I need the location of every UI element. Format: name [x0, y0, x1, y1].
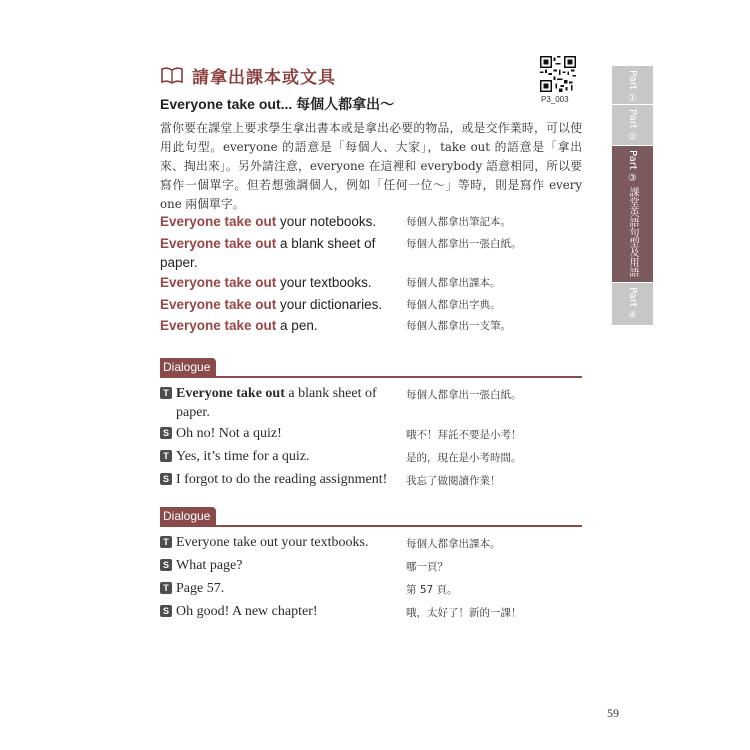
- dialogue-block-1: [160, 358, 582, 493]
- pattern-rest: a blank sheet of paper.: [160, 235, 376, 270]
- student-badge: S: [160, 559, 172, 571]
- tab-part-1[interactable]: Part ①: [612, 66, 653, 104]
- page-number: 59: [607, 706, 619, 720]
- book-icon: [160, 66, 184, 86]
- tab-part-3[interactable]: Part ③ 課堂英語句型及用語: [612, 146, 653, 282]
- dialogue-row: T Everyone take out your textbooks. 每個人都拿出課本。: [160, 533, 582, 554]
- pattern-keyword: Everyone take out: [160, 214, 277, 229]
- dialogue-translation: 哦，太好了！新的一課！: [406, 607, 522, 619]
- qr-code[interactable]: [540, 56, 576, 92]
- pattern-subtitle: Everyone take out... 每個人都拿出～: [160, 96, 395, 112]
- dialogue-row: S Oh good! A new chapter! 哦，太好了！新的一課！: [160, 602, 582, 623]
- pattern-rest: your dictionaries.: [276, 296, 383, 312]
- dialogue-divider: [160, 376, 582, 378]
- pattern-row: [160, 212, 580, 232]
- part-tabs: [612, 66, 653, 325]
- intro-paragraph: 當你要在課堂上要求學生拿出書本或是拿出必要的物品，或是交作業時，可以使用此句型。everyone 的語意是「每個人、大家」，take out 的語意是「拿出來、掏出來」。另外請注意，everyone 在這裡和 everybody 語意相同，所以要寫作一個單字。但若想強調個人，例如「任何一位～」等時，則是寫作 every one 兩個單字。: [160, 121, 582, 211]
- dialogue-label: Dialogue: [160, 507, 216, 525]
- pattern-list: [160, 212, 580, 338]
- dialogue-block-2: [160, 507, 582, 625]
- teacher-badge: T: [160, 387, 172, 399]
- dialogue-row: T Yes, it’s time for a quiz. 是的，現在是小考時間。: [160, 447, 582, 468]
- pattern-row: [160, 316, 580, 336]
- dialogue-row: S Oh no! Not a quiz! 哦不！拜託不要是小考！: [160, 424, 582, 445]
- tab-part-2[interactable]: Part ②: [612, 105, 653, 145]
- pattern-row: [160, 273, 580, 293]
- dialogue-translation: 哦不！拜託不要是小考！: [406, 429, 522, 441]
- pattern-row: [160, 234, 580, 272]
- pattern-translation: 每個人都拿出一支筆。: [406, 320, 511, 332]
- dialogue-label: Dialogue: [160, 358, 216, 376]
- pattern-translation: 每個人都拿出筆記本。: [406, 216, 511, 228]
- dialogue-translation: 哪一頁？: [406, 561, 448, 573]
- dialogue-divider: [160, 525, 582, 527]
- pattern-rest: a pen.: [276, 318, 318, 333]
- pattern-keyword: Everyone take out: [160, 275, 277, 290]
- dialogue-translation: 第 57 頁。: [406, 584, 458, 596]
- dialogue-row: S I forgot to do the reading assignment! 我忘了做閱讀作業！: [160, 470, 582, 491]
- dialogue-row: T Page 57. 第 57 頁。: [160, 579, 582, 600]
- student-badge: S: [160, 427, 172, 439]
- student-badge: S: [160, 605, 172, 617]
- pattern-rest: your textbooks.: [276, 275, 372, 290]
- tab-part-4[interactable]: Part ④: [612, 283, 653, 325]
- pattern-translation: 每個人都拿出一張白紙。: [406, 237, 522, 250]
- dialogue-translation: 每個人都拿出課本。: [406, 538, 501, 550]
- dialogue-row: T Everyone take out a blank sheet of paper. 每個人都拿出一張白紙。: [160, 384, 582, 422]
- dialogue-row: S What page? 哪一頁？: [160, 556, 582, 577]
- teacher-badge: T: [160, 536, 172, 548]
- pattern-keyword: Everyone take out: [160, 235, 277, 251]
- pattern-rest: your notebooks.: [276, 214, 377, 229]
- section-header: [160, 63, 336, 88]
- pattern-keyword: Everyone take out: [160, 318, 277, 333]
- dialogue-translation: 我忘了做閱讀作業！: [406, 475, 501, 487]
- pattern-row: [160, 295, 580, 315]
- pattern-keyword: Everyone take out: [160, 296, 277, 312]
- section-title: 請拿出課本或文具: [192, 68, 336, 88]
- teacher-badge: T: [160, 450, 172, 462]
- qr-caption: P3_003: [541, 95, 569, 104]
- pattern-translation: 每個人都拿出字典。: [406, 298, 501, 311]
- teacher-badge: T: [160, 582, 172, 594]
- student-badge: S: [160, 473, 172, 485]
- dialogue-translation: 是的，現在是小考時間。: [406, 452, 522, 464]
- pattern-translation: 每個人都拿出課本。: [406, 277, 501, 289]
- dialogue-translation: 每個人都拿出一張白紙。: [406, 389, 522, 401]
